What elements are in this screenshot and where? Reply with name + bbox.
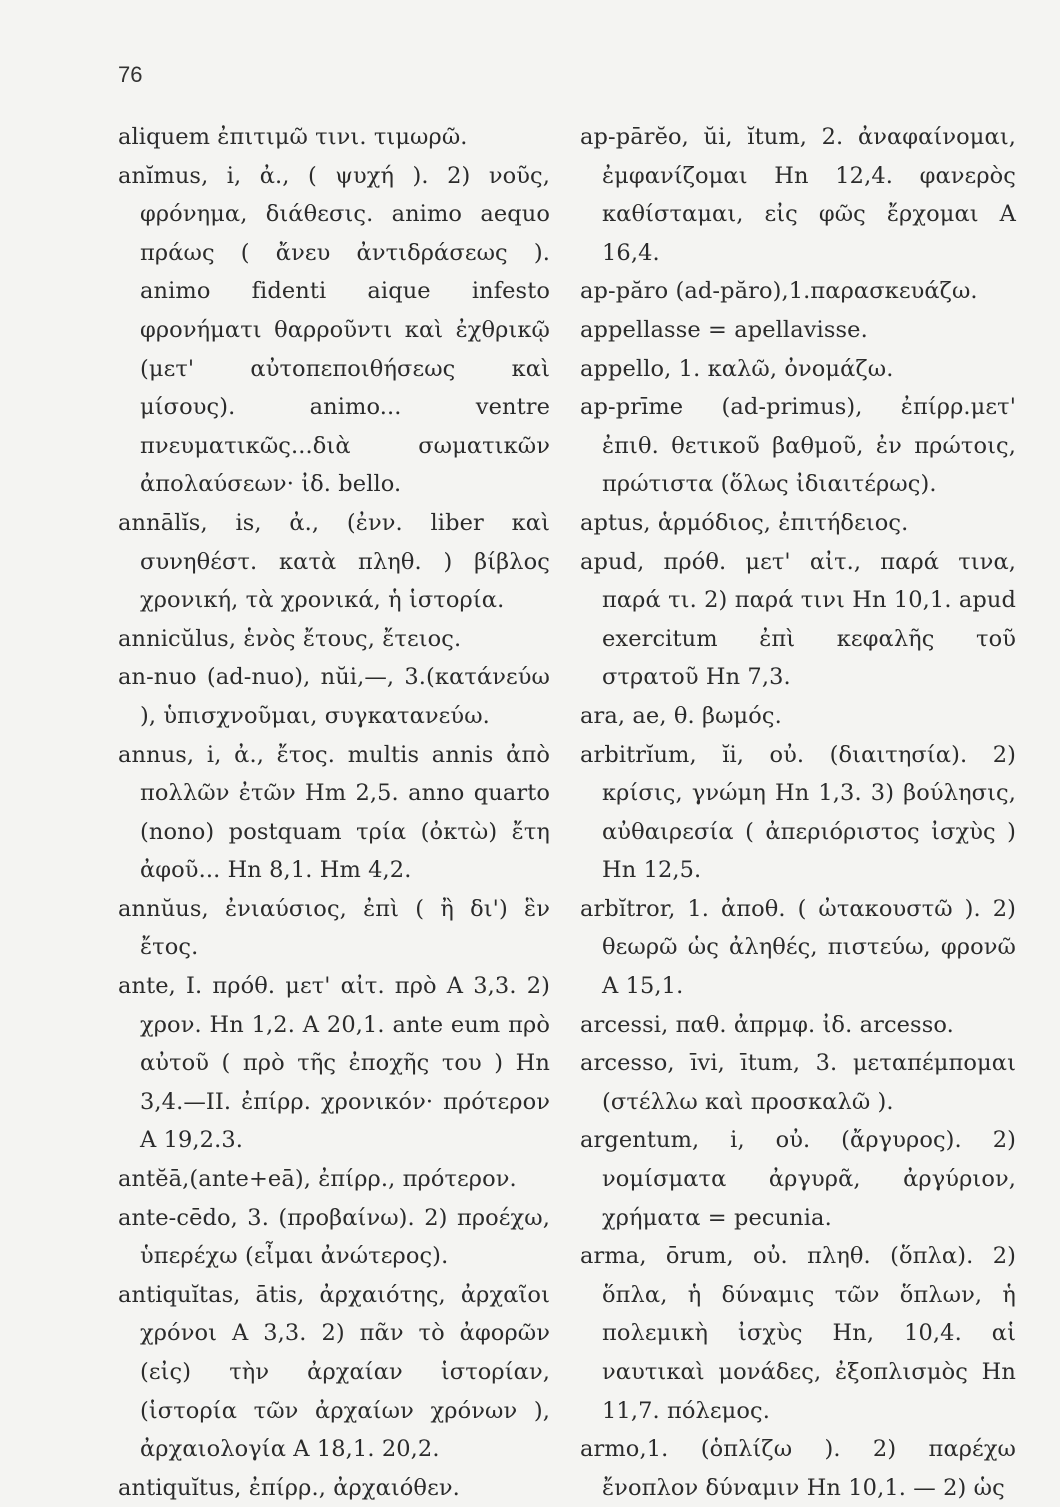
dictionary-entry: ante, I. πρόθ. μετ' αἰτ. πρὸ Α 3,3. 2) χρον. Hn 1,2. A 20,1. ante eum πρὸ αὐτοῦ ( πρὸ τῆς ἐποχῆς του ) Hn 3,4.—II. ἐπίρρ. χρονικόν· πρότερον A 19,2.3.: [118, 973, 550, 1154]
dictionary-entry: ante-cēdo, 3. (προβαίνω). 2) προέχω, ὑπερέχω (εἶμαι ἀνώτερος).: [118, 1204, 550, 1270]
dictionary-entry: ap-pārĕo, ŭi, ĭtum, 2. ἀναφαίνομαι, ἐμφανίζομαι Hn 12,4. φανερὸς καθίσταμαι, εἰς φῶς ἔρχομαι A 16,4.: [580, 124, 1016, 266]
dictionary-entry: arcesso, īvi, ītum, 3. μεταπέμπομαι (στέλλω καὶ προσκαλῶ ).: [580, 1050, 1016, 1115]
dictionary-entry: armo,1. (ὁπλίζω ). 2) παρέχω ἔνοπλον δύναμιν Hn 10,1. — 2) ὡς: [580, 1436, 1016, 1501]
dictionary-entry: annus, i, ἀ., ἔτος. multis annis ἀπὸ πολλῶν ἐτῶν Hm 2,5. anno quarto (nono) postquam τρία (ὀκτὼ) ἔτη ἀφοῦ... Hn 8,1. Hm 4,2.: [118, 741, 550, 884]
dictionary-entry: antĕā,(ante+eā), ἐπίρρ., πρότερον.: [118, 1166, 517, 1193]
dictionary-entry: antiquĭtus, ἐπίρρ., ἀρχαιόθεν.: [118, 1474, 460, 1501]
dictionary-entry: ap-părо (ad-păro),1.παρασκευάζω.: [580, 278, 978, 305]
dictionary-entry: an-nuo (ad-nuo), nŭi,—, 3.(κατάνεύω ), ὑπισχνοῦμαι, συγκατανεύω.: [118, 664, 550, 729]
dictionary-entry: arbitrĭum, ĭi, οὐ. (διαιτησία). 2) κρίσις, γνώμη Hn 1,3. 3) βούλησις, αὐθαιρεσία ( ἀπεριόριστος ἰσχὺς ) Hn 12,5.: [580, 741, 1016, 884]
left-column: [118, 118, 550, 1507]
dictionary-entry: aptus, ἁρμόδιος, ἐπιτήδειος.: [580, 509, 909, 536]
dictionary-entry: arbĭtror, 1. ἀποθ. ( ὠτακουστῶ ). 2) θεωρῶ ὡς ἀληθές, πιστεύω, φρονῶ A 15,1.: [580, 895, 1016, 1000]
right-column: [580, 118, 1016, 1507]
dictionary-entry: annicŭlus, ἑνὸς ἔτους, ἔτειος.: [118, 625, 462, 652]
dictionary-entry: arcessi, παθ. ἀπρμφ. ἰδ. arcesso.: [580, 1011, 954, 1038]
page-number: 76: [118, 62, 143, 87]
dictionary-entry: ara, ae, θ. βωμός.: [580, 702, 782, 729]
dictionary-entry: aliquem ἐπιτιμῶ τινι. τιμωρῶ.: [118, 124, 468, 150]
dictionary-entry: ap-prīme (ad-primus), ἐπίρρ.μετ' ἐπιθ. θετικοῦ βαθμοῦ, ἐν πρώτοις, πρώτιστα (ὅλως ἰδιαιτέρως).: [580, 394, 1016, 498]
dictionary-entry: antiquĭtas, ātis, ἀρχαιότης, ἀρχαῖοι χρόνοι A 3,3. 2) πᾶν τὸ ἀφορῶν (εἰς) τὴν ἀρχαίαν ἱστορίαν, (ἱστορία τῶν ἀρχαίων χρόνων ), ἀρχαιολογία A 18,1. 20,2.: [118, 1281, 550, 1463]
dictionary-entry: apud, πρόθ. μετ' αἰτ., παρά τινα, παρά τι. 2) παρά τινι Hn 10,1. apud exercitum ἐπὶ κεφαλῆς τοῦ στρατοῦ Hn 7,3.: [580, 548, 1016, 691]
dictionary-entry: annālĭs, is, ἀ., (ἐνν. liber καὶ συνηθέστ. κατὰ πληθ. ) βίβλος χρονική, τὰ χρονικά, ἡ ἱστορία.: [118, 509, 550, 614]
dictionary-entry: argentum, i, οὐ. (ἄργυρος). 2) νομίσματα ἀργυρᾶ, ἀργύριον, χρήματα = pecunia.: [580, 1127, 1016, 1231]
dictionary-entry: appello, 1. καλῶ, ὀνομάζω.: [580, 355, 894, 382]
dictionary-entry: annŭus, ἐνιαύσιος, ἐπὶ ( ἢ δι') ἓν ἔτος.: [118, 895, 550, 961]
dictionary-entry: appellasse = apellavisse.: [580, 316, 868, 343]
dictionary-entry: anĭmus, i, ἀ., ( ψυχή ). 2) νοῦς, φρόνημα, διάθεσις. animo aequo πράως ( ἄνευ ἀντιδράσεως ). animo fidenti aique infesto φρονήματι θαρροῦντι καὶ ἐχθρικῷ (μετ' αὐτοπεποιθήσεως καὶ μίσους). animo... ventre πνευματικῶς...διὰ σωματικῶν ἀπολαύσεων· ἰδ. bello.: [118, 162, 550, 498]
dictionary-entry: arma, ōrum, οὐ. πληθ. (ὅπλα). 2) ὅπλα, ἡ δύναμις τῶν ὅπλων, ἡ πολεμικὴ ἰσχὺς Hn, 10,4. αἱ ναυτικαὶ μονάδες, ἐξοπλισμὸς Hn 11,7. πόλεμος.: [580, 1243, 1016, 1424]
